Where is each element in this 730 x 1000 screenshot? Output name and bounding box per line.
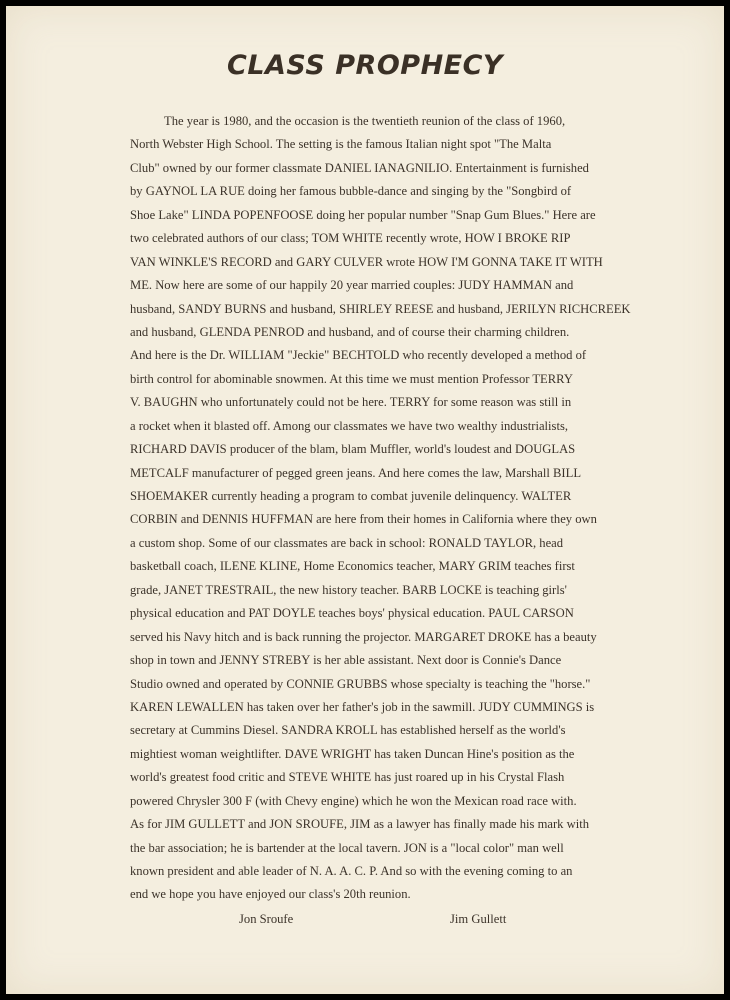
text-line: physical education and PAT DOYLE teaches boys' physical education. PAUL CARSON bbox=[130, 606, 574, 621]
text-line: secretary at Cummins Diesel. SANDRA KROLL has established herself as the world's bbox=[130, 723, 566, 738]
text-line: birth control for abominable snowmen. At this time we must mention Professor TERRY bbox=[130, 371, 573, 386]
text-line: V. BAUGHN who unfortunately could not be here. TERRY for some reason was still in bbox=[130, 395, 572, 410]
page-title: CLASS PROPHECY bbox=[227, 50, 503, 81]
text-line: known president and able leader of N. A. A. C. P. And so with the evening coming to an bbox=[130, 864, 573, 878]
text-line: and husband, GLENDA PENROD and husband, and of course their charming children. bbox=[130, 324, 570, 339]
text-line: powered Chrysler 300 F (with Chevy engine) which he won the Mexican road race with. bbox=[130, 793, 577, 808]
prophecy-text bbox=[130, 110, 650, 907]
text-line: world's greatest food critic and STEVE WHITE has just roared up in his Crystal Flash bbox=[130, 770, 565, 785]
text-line: North Webster High School. The setting is the famous Italian night spot "The Malta bbox=[130, 137, 552, 152]
text-line: a custom shop. Some of our classmates are back in school: RONALD TAYLOR, head bbox=[130, 535, 564, 550]
text-line: Shoe Lake" LINDA POPENFOOSE doing her popular number "Snap Gum Blues." Here are bbox=[130, 207, 596, 222]
text-line: two celebrated authors of our class; TOM WHITE recently wrote, HOW I BROKE RIP bbox=[130, 231, 571, 246]
text-line: As for JIM GULLETT and JON SROUFE, JIM as a lawyer has finally made his mark with bbox=[130, 817, 590, 832]
text-line: SHOEMAKER currently heading a program to combat juvenile delinquency. WALTER bbox=[130, 489, 572, 503]
text-line: KAREN LEWALLEN has taken over her father's job in the sawmill. JUDY CUMMINGS is bbox=[130, 699, 595, 714]
text-line: And here is the Dr. WILLIAM "Jeckie" BECHTOLD who recently developed a method of bbox=[130, 348, 587, 363]
text-line: husband, SANDY BURNS and husband, SHIRLEY REESE and husband, JERILYN RICHCREEK bbox=[130, 301, 631, 316]
text-line: RICHARD DAVIS producer of the blam, blam Muffler, world's loudest and DOUGLAS bbox=[130, 442, 576, 457]
text-line: grade, JANET TRESTRAIL, the new history teacher. BARB LOCKE is teaching girls' bbox=[130, 582, 567, 597]
text-line: shop in town and JENNY STREBY is her able assistant. Next door is Connie's Dance bbox=[130, 653, 562, 668]
document-page bbox=[6, 6, 724, 994]
text-line: VAN WINKLE'S RECORD and GARY CULVER wrote HOW I'M GONNA TAKE IT WITH bbox=[130, 254, 603, 269]
text-line: CORBIN and DENNIS HUFFMAN are here from their homes in California where they own bbox=[130, 512, 597, 527]
text-line: The year is 1980, and the occasion is the twentieth reunion of the class of 1960, bbox=[164, 114, 566, 128]
text-line: the bar association; he is bartender at the local tavern. JON is a "local color" man well bbox=[130, 840, 564, 855]
text-line: ME. Now here are some of our happily 20 year married couples: JUDY HAMMAN and bbox=[130, 278, 574, 293]
text-line: a rocket when it blasted off. Among our classmates we have two wealthy industrialists, bbox=[130, 418, 569, 433]
text-line: end we hope you have enjoyed our class's 20th reunion. bbox=[130, 887, 411, 902]
text-line: served his Navy hitch and is back running the projector. MARGARET DROKE has a beauty bbox=[130, 629, 597, 644]
text-line: Club" owned by our former classmate DANIEL IANAGNILIO. Entertainment is furnished bbox=[130, 160, 589, 175]
text-line: METCALF manufacturer of pegged green jeans. And here comes the law, Marshall BILL bbox=[130, 465, 582, 480]
signature-jim-gullett: Jim Gullett bbox=[450, 912, 507, 926]
signature-jon-sroufe: Jon Sroufe bbox=[239, 912, 294, 926]
text-line: Studio owned and operated by CONNIE GRUBBS whose specialty is teaching the "horse." bbox=[130, 676, 591, 691]
text-line: basketball coach, ILENE KLINE, Home Economics teacher, MARY GRIM teaches first bbox=[130, 559, 575, 574]
text-line: mightiest woman weightlifter. DAVE WRIGHT has taken Duncan Hine's position as the bbox=[130, 746, 575, 761]
text-line: by GAYNOL LA RUE doing her famous bubble-dance and singing by the "Songbird of bbox=[130, 184, 572, 199]
